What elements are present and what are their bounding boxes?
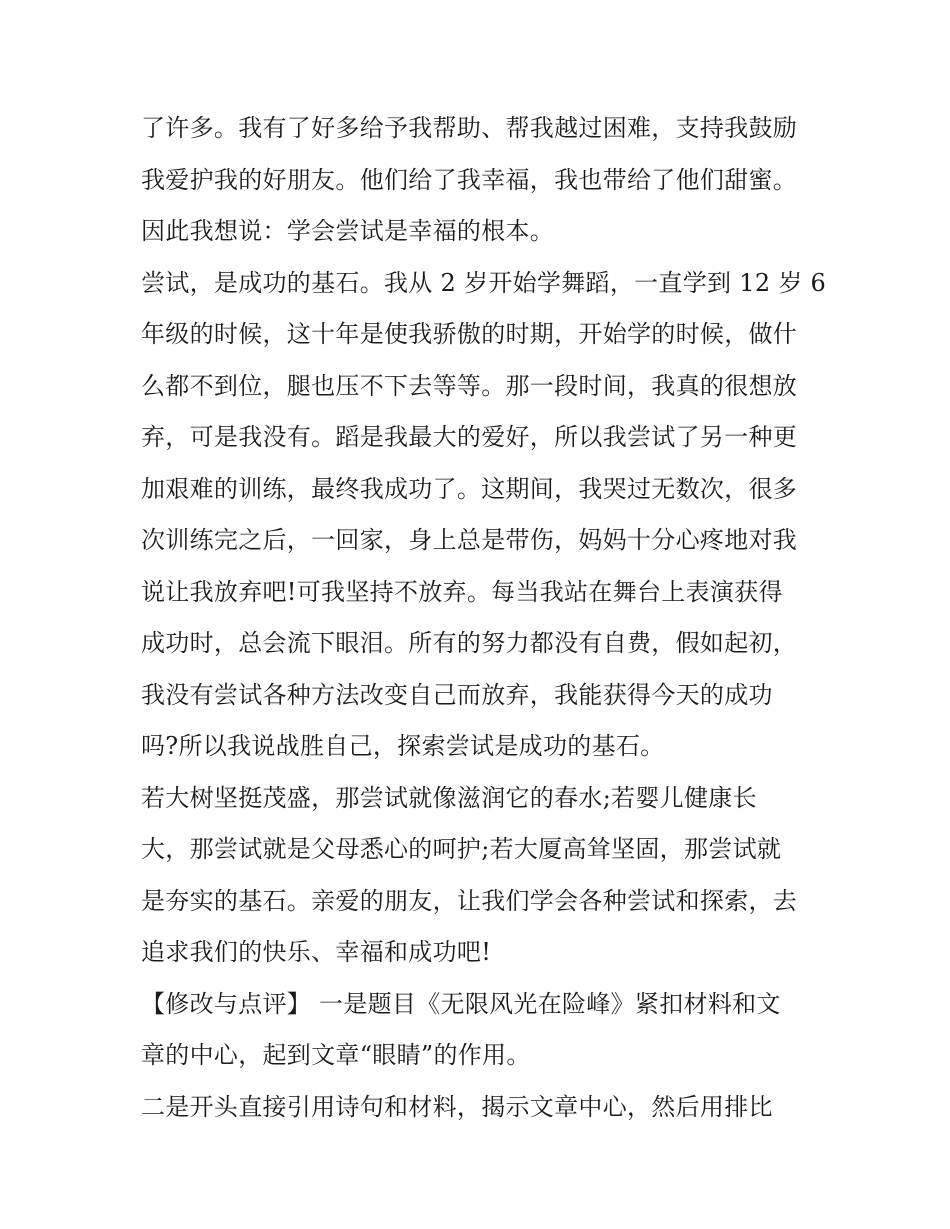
text-line: 加艰难的训练，最终我成功了。这期间，我哭过无数次，很多 — [141, 475, 798, 503]
text-line: 若大树坚挺茂盛，那尝试就像滋润它的春水;若婴儿健康长 — [141, 784, 757, 812]
text-line: 因此我想说：学会尝试是幸福的根本。 — [141, 217, 555, 245]
text-line: 吗?所以我说战胜自己，探索尝试是成功的基石。 — [141, 732, 665, 760]
text-line: 了许多。我有了好多给予我帮助、帮我越过困难，支持我鼓励 — [141, 114, 798, 142]
text-line: 次训练完之后，一回家，身上总是带伤，妈妈十分心疼地对我 — [141, 526, 798, 554]
text-line: 我没有尝试各种方法改变自己而放弃，我能获得今天的成功 — [141, 681, 773, 709]
text-line: 我爱护我的好朋友。他们给了我幸福，我也带给了他们甜蜜。 — [141, 166, 798, 194]
text-line: 章的中心，起到文章“眼睛”的作用。 — [141, 1041, 531, 1069]
text-line: 年级的时候，这十年是使我骄傲的时期，开始学的时候，做什 — [141, 320, 798, 348]
text-line: 大，那尝试就是父母悉心的呵护;若大厦高耸坚固，那尝试就 — [141, 835, 782, 863]
text-line: 成功时，总会流下眼泪。所有的努力都没有自费，假如起初， — [141, 629, 798, 657]
text-line: 说让我放弃吧!可我坚持不放弃。每当我站在舞台上表演获得 — [141, 578, 783, 606]
text-line: 尝试，是成功的基石。我从 2 岁开始学舞蹈，一直学到 12 岁 6 — [141, 269, 827, 297]
text-line: 弃，可是我没有。蹈是我最大的爱好，所以我尝试了另一种更 — [141, 423, 798, 451]
text-line: 二是开头直接引用诗句和材料，揭示文章中心，然后用排比 — [141, 1093, 773, 1121]
text-line: 追求我们的快乐、幸福和成功吧! — [141, 938, 492, 966]
text-line: 么都不到位，腿也压不下去等等。那一段时间，我真的很想放 — [141, 372, 798, 400]
text-line: 【修改与点评】 一是题目《无限风光在险峰》紧扣材料和文 — [141, 990, 781, 1018]
text-line: 是夯实的基石。亲爱的朋友，让我们学会各种尝试和探索，去 — [141, 887, 798, 915]
